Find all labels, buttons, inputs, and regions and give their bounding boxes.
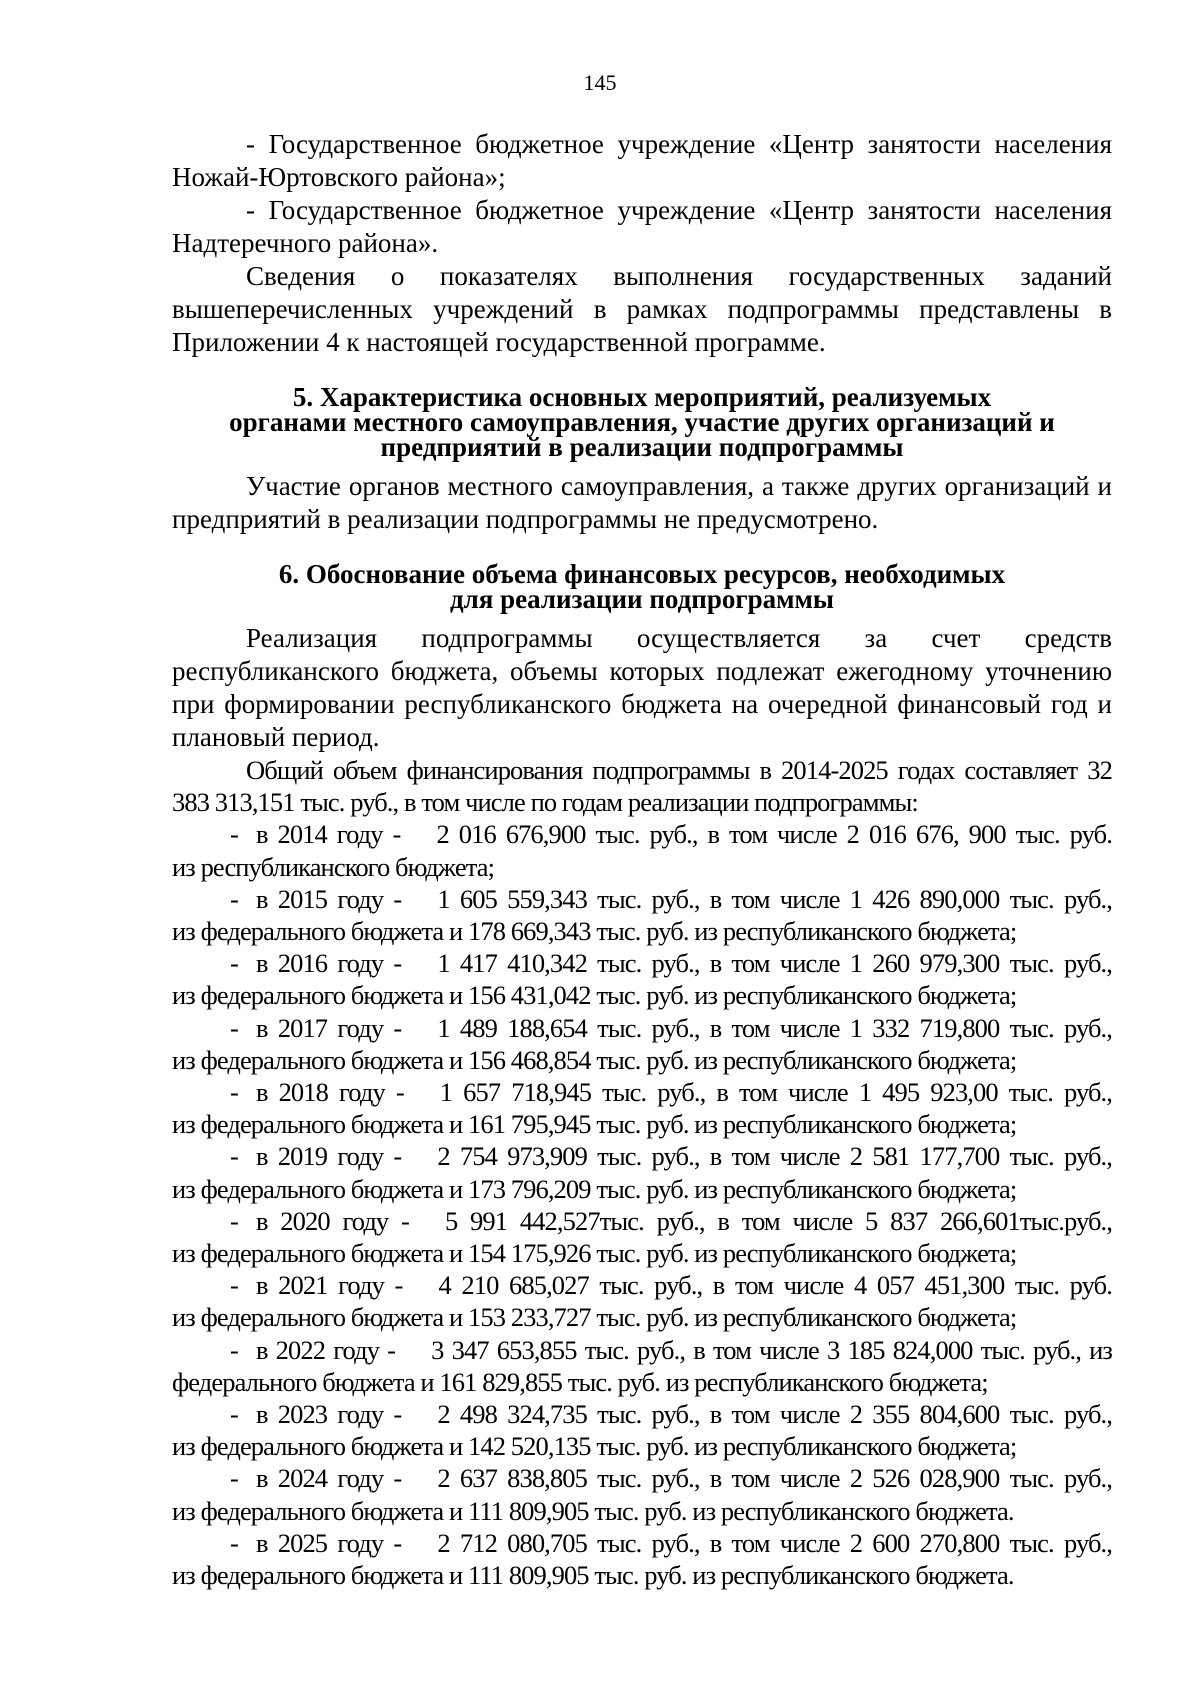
list-dash: -: [230, 1205, 238, 1236]
funding-year-item: [172, 883, 1112, 947]
funding-year-amount: 1 605 559,343 тыс. руб., в том числе 1 426 890,000 тыс. руб.,: [437, 883, 1112, 914]
list-dash: -: [230, 948, 238, 979]
funding-year-label: в 2016 году -: [255, 948, 402, 979]
funding-year-label: в 2021 году -: [255, 1270, 403, 1301]
funding-year-source: федерального бюджета и 161 829,855 тыс. руб. из республиканского бюджета;: [172, 1366, 988, 1397]
funding-year-line-1: [172, 1527, 1112, 1559]
funding-year-label: в 2018 году -: [255, 1077, 404, 1108]
list-dash: -: [230, 1141, 238, 1172]
funding-year-item: [172, 818, 1112, 882]
funding-year-source: из республиканского бюджета;: [172, 851, 495, 882]
funding-year-amount: 1 657 718,945 тыс. руб., в том числе 1 495 923,00 тыс. руб.,: [439, 1077, 1112, 1108]
funding-year-item: [172, 1462, 1112, 1526]
funding-year-label: в 2020 году -: [255, 1205, 409, 1236]
section-5-text: Участие органов местного самоуправления, а также других организаций и предприятий в реализации подпрограммы не предусмотрено.: [172, 471, 1112, 534]
intro-item-2: - Государственное бюджетное учреждение «Центр занятости населения Надтеречного района».: [172, 195, 1112, 258]
section-6-paragraph-2: Общий объем финансирования подпрограммы в 2014-2025 годах составляет 32 383 313,151 тыс. руб., в том числе по годам реализации подпрограммы:: [172, 755, 1112, 818]
funding-year-item: [172, 1398, 1112, 1462]
funding-year-line-1: [172, 1205, 1112, 1237]
funding-year-source: из федерального бюджета и 154 175,926 тыс. руб. из республиканского бюджета;: [172, 1238, 1017, 1269]
list-dash: -: [230, 1399, 238, 1430]
funding-year-amount: 1 489 188,654 тыс. руб., в том числе 1 332 719,800 тыс. руб.,: [437, 1012, 1112, 1043]
intro-paragraph: Сведения о показателях выполнения государственных заданий вышеперечисленных учреждений в рамках подпрограммы представлены в Приложении 4 к настоящей государственной программе.: [172, 261, 1112, 357]
funding-year-line-1: [172, 1398, 1112, 1430]
funding-year-item: [172, 1076, 1112, 1140]
section-5-heading-line-3: предприятий в реализации подпрограммы: [380, 432, 904, 462]
funding-year-amount: 2 498 324,735 тыс. руб., в том числе 2 355 804,600 тыс. руб.,: [437, 1399, 1112, 1430]
funding-year-label: в 2023 году -: [255, 1399, 402, 1430]
funding-year-item: [172, 1334, 1112, 1398]
list-dash: -: [230, 1334, 238, 1365]
section-5-heading: [172, 382, 1112, 462]
funding-year-source: из федерального бюджета и 153 233,727 тыс. руб. из республиканского бюджета;: [172, 1302, 1017, 1333]
list-dash: -: [230, 883, 238, 914]
funding-year-label: в 2014 году -: [255, 819, 401, 850]
funding-year-source: из федерального бюджета и 142 520,135 тыс. руб. из республиканского бюджета;: [172, 1431, 1017, 1462]
list-dash: -: [230, 1012, 238, 1043]
funding-year-amount: 2 637 838,805 тыс. руб., в том числе 2 526 028,900 тыс. руб.,: [437, 1463, 1112, 1494]
funding-year-line-1: [172, 1334, 1112, 1366]
list-dash: -: [230, 1527, 238, 1558]
funding-year-line-1: [172, 947, 1112, 979]
funding-year-line-1: [172, 1076, 1112, 1108]
funding-year-label: в 2019 году -: [255, 1141, 402, 1172]
funding-year-label: в 2017 году -: [255, 1012, 402, 1043]
funding-year-label: в 2022 году -: [255, 1334, 396, 1365]
section-5-heading-line-1: 5. Характеристика основных мероприятий, реализуемых: [292, 382, 992, 412]
section-6-heading: [172, 559, 1112, 614]
funding-year-line-1: [172, 818, 1112, 850]
funding-year-amount: 4 210 685,027 тыс. руб., в том числе 4 057 451,300 тыс. руб.: [438, 1270, 1112, 1301]
funding-year-item: [172, 1140, 1112, 1204]
funding-year-amount: 5 991 442,527тыс. руб., в том числе 5 837 266,601тыс.руб.,: [444, 1205, 1112, 1236]
list-dash: -: [230, 1270, 238, 1301]
funding-year-amount: 2 754 973,909 тыс. руб., в том числе 2 581 177,700 тыс. руб.,: [437, 1141, 1112, 1172]
funding-year-item: [172, 947, 1112, 1011]
funding-year-source: из федерального бюджета и 111 809,905 тыс. руб. из республиканского бюджета.: [172, 1560, 1014, 1591]
funding-year-line-1: [172, 1140, 1112, 1172]
funding-year-amount: 2 016 676,900 тыс. руб., в том числе 2 016 676, 900 тыс. руб.: [436, 819, 1112, 850]
funding-year-label: в 2015 году -: [255, 883, 402, 914]
list-dash: -: [230, 1463, 238, 1494]
funding-year-amount: 2 712 080,705 тыс. руб., в том числе 2 600 270,800 тыс. руб.,: [437, 1527, 1112, 1558]
funding-year-source: из федерального бюджета и 156 468,854 тыс. руб. из республиканского бюджета;: [172, 1044, 1017, 1075]
funding-year-amount: 1 417 410,342 тыс. руб., в том числе 1 260 979,300 тыс. руб.,: [437, 948, 1112, 979]
page-body: [172, 128, 1112, 1591]
funding-year-label: в 2024 году -: [255, 1463, 402, 1494]
intro-item-1: - Государственное бюджетное учреждение «Центр занятости населения Ножай-Юртовского района»;: [172, 129, 1112, 192]
funding-year-item: [172, 1012, 1112, 1076]
funding-year-line-1: [172, 883, 1112, 915]
section-6-paragraph-1: Реализация подпрограммы осуществляется за счет средств республиканского бюджета, объемы которых подлежат ежегодному уточнению при формировании республиканского бюджета на очередной финансовый год и плановый период.: [172, 623, 1112, 752]
funding-year-item: [172, 1269, 1112, 1333]
funding-year-source: из федерального бюджета и 111 809,905 тыс. руб. из республиканского бюджета.: [172, 1495, 1014, 1526]
section-6-heading-line-1: 6. Обоснование объема финансовых ресурсов, необходимых: [278, 559, 1006, 589]
page-number: 145: [583, 70, 617, 95]
funding-by-year-list: [172, 818, 1112, 1591]
funding-year-line-1: [172, 1269, 1112, 1301]
section-5-heading-line-2: органами местного самоуправления, участие других организаций и: [229, 407, 1055, 437]
section-6-heading-line-2: для реализации подпрограммы: [449, 584, 835, 614]
list-dash: -: [230, 1077, 238, 1108]
funding-year-line-1: [172, 1012, 1112, 1044]
funding-year-item: [172, 1205, 1112, 1269]
funding-year-source: из федерального бюджета и 161 795,945 тыс. руб. из республиканского бюджета;: [172, 1109, 1017, 1140]
funding-year-source: из федерального бюджета и 156 431,042 тыс. руб. из республиканского бюджета;: [172, 980, 1017, 1011]
funding-year-line-1: [172, 1462, 1112, 1494]
funding-year-source: из федерального бюджета и 178 669,343 тыс. руб. из республиканского бюджета;: [172, 916, 1017, 947]
funding-year-label: в 2025 году -: [255, 1527, 402, 1558]
funding-year-item: [172, 1527, 1112, 1591]
funding-year-source: из федерального бюджета и 173 796,209 тыс. руб. из республиканского бюджета;: [172, 1173, 1017, 1204]
funding-year-amount: 3 347 653,855 тыс. руб., в том числе 3 185 824,000 тыс. руб., из: [431, 1334, 1112, 1365]
list-dash: -: [230, 819, 238, 850]
